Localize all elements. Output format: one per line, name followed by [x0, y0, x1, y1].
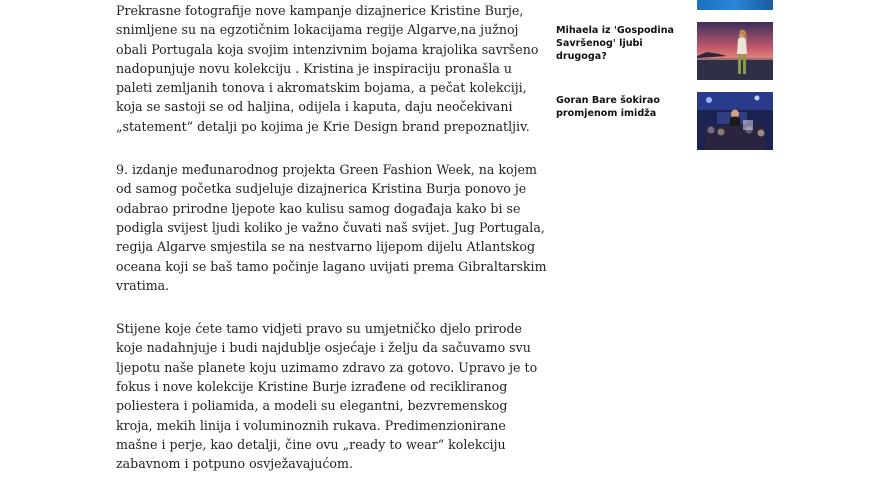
story-thumbnail-image[interactable] [697, 92, 773, 150]
story-title-link[interactable]: Goran Bare šokirao promjenom imidža [556, 95, 660, 119]
story-thumbnail-image[interactable] [697, 22, 773, 80]
related-story-item[interactable] [556, 92, 776, 150]
article-body [116, 0, 548, 498]
related-story-item[interactable] [556, 22, 776, 80]
article-paragraph: Stijene koje ćete tamo vidjeti pravo su umjetničko djelo prirode koje nadahnjuje i budi najdublje osjećaje i želju da sačuvamo svu ljepotu naše planete koju uzimamo zdravo za gotovo. Upravo je to fokus i nove kolekcije Kristine Burje izrađene od recikliranog poliestera i poliamida, a modeli su elegantni, bezvremenskog kroja, mekih linija i voluminoznih rukava. Predimenzionirane mašne i perje, kao detalji, čine ovu „ready to wear“ kolekciju zabavnom i potpuno osvježavajućom. [116, 321, 538, 472]
story-title-link[interactable]: Mihaela iz 'Gospodina Savršenog' ljubi drugoga? [556, 25, 674, 62]
article-paragraph: 9. izdanje međunarodnog projekta Green Fashion Week, na kojem od samog početka sudjeluje dizajnerica Kristina Burja ponovo je odabrao prirodne ljepote kao kulisu samog događaja kako bi se podigla svijest ljudi koliko je važno čuvati naš svijet. Jug Portugala, regija Algarve smjestila se na nestvarno lijepom dijelu Atlantskog oceana koji se baš tamo počinje lagano uvijati prema Gibraltarskim vratima. [116, 162, 547, 293]
story-thumbnail-image[interactable] [697, 0, 773, 10]
article-paragraph: Prekrasne fotografije nove kampanje dizajnerice Kristine Burje, snimljene su na egzotičnim lokacijama regije Algarve,na južnoj obali Portugala koja svojim intenzivnim bojama krajolika savršeno nadopunjuje novu kolekciju . Kristina je inspiraciju pronašla u paleti zemljanih tonova i akromatskim bojama, a pečat kolekciji, koja se sastoji se od haljina, odijela i kaputa, daju neočekivani „statement“ detalji po kojima je Krie Design brand prepoznatljiv. [116, 3, 539, 134]
